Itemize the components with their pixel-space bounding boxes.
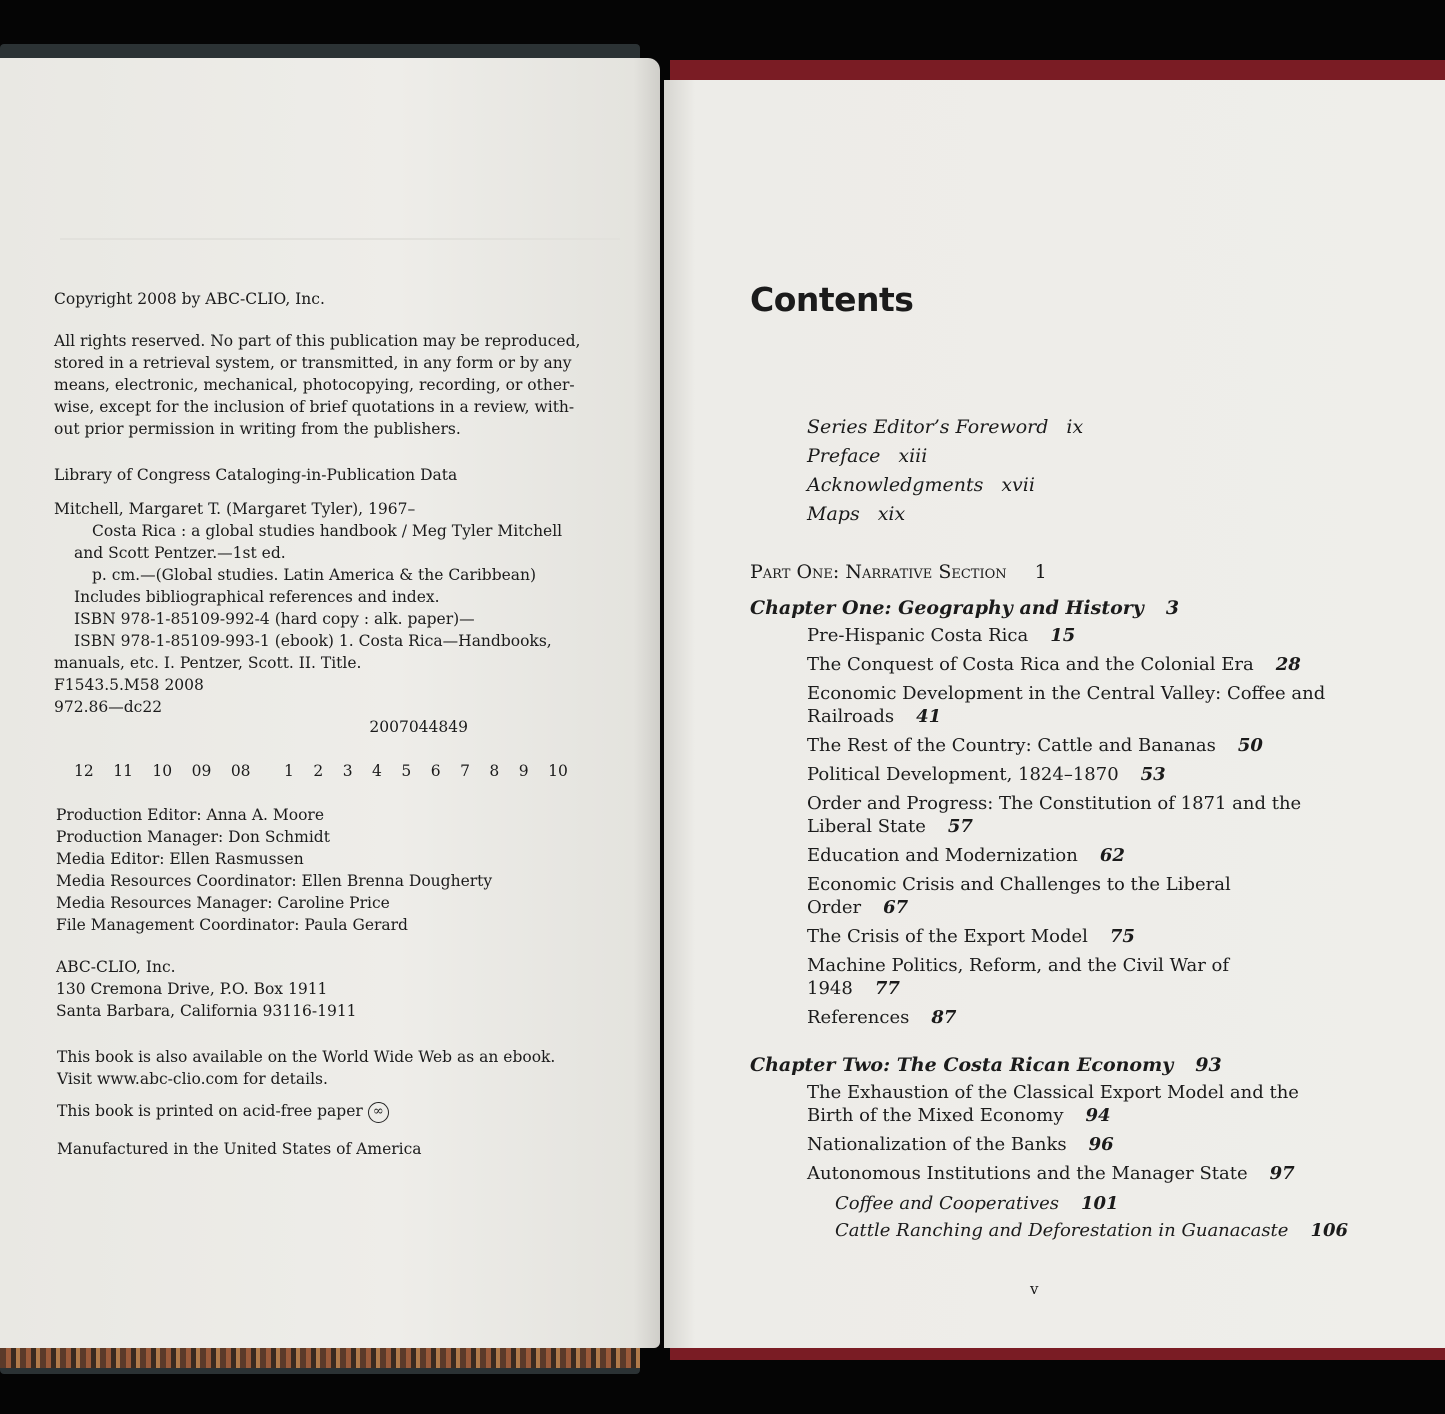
cip-line: Includes bibliographical references and index. <box>74 588 440 606</box>
toc-entry <box>807 682 1327 728</box>
toc-entry-label: Machine Politics, Reform, and the Civil War of 1948 <box>807 955 1230 999</box>
printing-number: 11 <box>113 762 133 780</box>
cip-line: 972.86—dc22 <box>54 698 163 716</box>
ebook-note-line: Visit www.abc-clio.com for details. <box>57 1070 328 1088</box>
cip-heading <box>54 464 614 486</box>
printing-number: 3 <box>342 762 353 780</box>
cip-line: ISBN 978-1-85109-993-1 (ebook) 1. Costa Rica—Handbooks, <box>74 632 552 650</box>
credit-line: Media Resources Manager: Caroline Price <box>56 894 390 912</box>
part-heading <box>750 558 1350 586</box>
toc-entry-page: 97 <box>1269 1163 1295 1184</box>
toc-entry <box>807 954 1327 1000</box>
credit-line: File Management Coordinator: Paula Gerard <box>56 916 408 934</box>
rights-line: wise, except for the inclusion of brief quotations in a review, with- <box>54 398 575 416</box>
publisher-block <box>56 956 616 1022</box>
toc-entry <box>807 1081 1327 1127</box>
toc-entry-label: Economic Development in the Central Valley: Coffee and Railroads <box>807 683 1326 727</box>
toc-subentry-label: Coffee and Cooperatives <box>835 1193 1059 1214</box>
printing-number: 12 <box>74 762 94 780</box>
ebook-note-line: This book is also available on the World Wide Web as an ebook. <box>57 1048 556 1066</box>
toc-entry <box>807 925 1327 948</box>
show-through-rule <box>60 238 620 240</box>
toc-entry-label: Pre-Hispanic Costa Rica <box>807 625 1029 646</box>
cip-line: Mitchell, Margaret T. (Margaret Tyler), 1967– <box>54 500 416 518</box>
toc-entry-label: Education and Modernization <box>807 845 1078 866</box>
toc-subentry-page: 101 <box>1080 1193 1119 1214</box>
cip-line: p. cm.—(Global studies. Latin America & the Caribbean) <box>92 566 537 584</box>
chapter-heading <box>750 1051 1350 1079</box>
paper-note <box>57 1100 617 1123</box>
toc-entry-label: The Rest of the Country: Cattle and Bananas <box>807 735 1216 756</box>
toc-subentry-label: Cattle Ranching and Deforestation in Guanacaste <box>835 1220 1289 1241</box>
printing-number: 2 <box>313 762 324 780</box>
paper-note-text: This book is printed on acid-free paper <box>57 1102 363 1120</box>
toc-entry-page: 77 <box>874 978 900 999</box>
toc-subentry <box>835 1218 1350 1243</box>
printing-number: 9 <box>518 762 529 780</box>
front-matter-label: Maps <box>807 503 860 525</box>
toc-entry-page: 87 <box>931 1007 957 1028</box>
acid-free-infinity-icon: ∞ <box>368 1102 389 1123</box>
toc-entry-page: 75 <box>1109 926 1135 947</box>
cip-line: ISBN 978-1-85109-992-4 (hard copy : alk. paper)— <box>74 610 475 628</box>
printing-number: 10 <box>152 762 173 780</box>
toc-entry-page: 62 <box>1099 845 1125 866</box>
page-number: v <box>1030 1280 1039 1298</box>
copyright-line: Copyright 2008 by ABC-CLIO, Inc. <box>54 290 325 308</box>
printing-number: 7 <box>460 762 470 780</box>
toc-entry-page: 41 <box>916 706 942 727</box>
lccn <box>54 716 468 738</box>
toc-subentry-page: 106 <box>1310 1220 1349 1241</box>
toc-entry <box>807 1162 1327 1185</box>
chapter-page: 3 <box>1165 597 1180 619</box>
table-of-contents <box>750 558 1350 1245</box>
rights-line: stored in a retrieval system, or transmitted, in any form or by any <box>54 354 572 372</box>
rights-line: out prior permission in writing from the publishers. <box>54 420 461 438</box>
front-matter-page: xix <box>877 503 906 525</box>
printing-number: 5 <box>401 762 412 780</box>
front-matter-page: xvii <box>1001 474 1035 496</box>
front-matter-page: ix <box>1066 416 1084 438</box>
toc-entry <box>807 653 1327 676</box>
chapter-heading <box>750 594 1350 622</box>
toc-entry <box>807 844 1327 867</box>
copyright-block <box>54 288 614 310</box>
chapter-page: 93 <box>1195 1054 1222 1076</box>
cip-line: Costa Rica : a global studies handbook / Meg Tyler Mitchell <box>92 522 563 540</box>
toc-entry <box>807 1133 1327 1156</box>
credits-block <box>56 804 616 936</box>
front-matter-page: xiii <box>898 445 928 467</box>
toc-entry <box>807 873 1327 919</box>
printing-number: 4 <box>372 762 382 780</box>
front-matter-label: Series Editor’s Foreword <box>807 416 1049 438</box>
toc-entry-label: The Conquest of Costa Rica and the Colonial Era <box>807 654 1254 675</box>
printing-number: 10 <box>548 762 568 780</box>
toc-entry-label: Order and Progress: The Constitution of 1871 and the Liberal State <box>807 793 1302 837</box>
front-matter-item <box>807 471 1083 500</box>
printing-number: 09 <box>191 762 212 780</box>
toc-entry-label: References <box>807 1007 910 1028</box>
marbled-endpaper <box>0 1346 640 1368</box>
credit-line: Media Editor: Ellen Rasmussen <box>56 850 304 868</box>
credit-line: Production Manager: Don Schmidt <box>56 828 330 846</box>
toc-entry-label: Political Development, 1824–1870 <box>807 764 1119 785</box>
toc-entry <box>807 792 1327 838</box>
front-matter-item <box>807 442 1083 471</box>
toc-entry <box>807 1006 1327 1029</box>
credit-line: Media Resources Coordinator: Ellen Brenna Dougherty <box>56 872 493 890</box>
publisher-line: 130 Cremona Drive, P.O. Box 1911 <box>56 980 328 998</box>
toc-entry <box>807 624 1327 647</box>
toc-entry-page: 67 <box>883 897 909 918</box>
rights-line: All rights reserved. No part of this publication may be reproduced, <box>54 332 581 350</box>
printing-line <box>54 760 614 782</box>
toc-entry-page: 94 <box>1085 1105 1111 1126</box>
front-matter-label: Acknowledgments <box>807 474 984 496</box>
printing-number: 6 <box>430 762 441 780</box>
toc-entry-page: 96 <box>1088 1134 1114 1155</box>
toc-entry-label: The Exhaustion of the Classical Export Model and the Birth of the Mixed Economy <box>807 1082 1299 1126</box>
front-matter-label: Preface <box>807 445 881 467</box>
cip-line: F1543.5.M58 2008 <box>54 676 204 694</box>
chapter-label: Chapter Two: The Costa Rican Economy <box>750 1054 1174 1076</box>
cip-block <box>54 498 614 718</box>
printing-number: 8 <box>489 762 500 780</box>
cip-heading-text: Library of Congress Cataloging-in-Publication Data <box>54 466 458 484</box>
cip-line: manuals, etc. I. Pentzer, Scott. II. Title. <box>54 654 362 672</box>
toc-entry <box>807 763 1327 786</box>
manufactured-note <box>57 1138 617 1160</box>
credit-line: Production Editor: Anna A. Moore <box>56 806 324 824</box>
manufactured-text: Manufactured in the United States of America <box>57 1140 422 1158</box>
toc-entry-label: Autonomous Institutions and the Manager State <box>807 1163 1248 1184</box>
page-title: Contents <box>750 280 914 319</box>
front-matter-list <box>807 413 1083 529</box>
rights-paragraph <box>54 330 614 440</box>
toc-entry-page: 28 <box>1275 654 1301 675</box>
toc-entry-label: Economic Crisis and Challenges to the Liberal Order <box>807 874 1231 918</box>
toc-entry-label: The Crisis of the Export Model <box>807 926 1088 947</box>
toc-entry-page: 57 <box>947 816 973 837</box>
toc-entry <box>807 734 1327 757</box>
toc-subentry <box>835 1191 1350 1216</box>
part-page: 1 <box>1034 561 1047 583</box>
toc-entry-page: 15 <box>1050 625 1076 646</box>
toc-entry-label: Nationalization of the Banks <box>807 1134 1067 1155</box>
printing-number: 1 <box>284 762 294 780</box>
right-page <box>664 80 1445 1348</box>
cip-line: and Scott Pentzer.—1st ed. <box>74 544 286 562</box>
toc-entry-page: 53 <box>1140 764 1166 785</box>
front-matter-item <box>807 413 1083 442</box>
chapter-label: Chapter One: Geography and History <box>750 597 1144 619</box>
publisher-line: Santa Barbara, California 93116-1911 <box>56 1002 357 1020</box>
printing-number: 08 <box>230 762 251 780</box>
rights-line: means, electronic, mechanical, photocopying, recording, or other- <box>54 376 575 394</box>
left-page <box>0 58 660 1348</box>
part-label: Part One: Narrative Section <box>750 561 1007 583</box>
ebook-note <box>57 1046 617 1090</box>
toc-entry-page: 50 <box>1237 735 1263 756</box>
front-matter-item <box>807 500 1083 529</box>
publisher-line: ABC-CLIO, Inc. <box>56 958 176 976</box>
lccn-number: 2007044849 <box>369 718 468 736</box>
